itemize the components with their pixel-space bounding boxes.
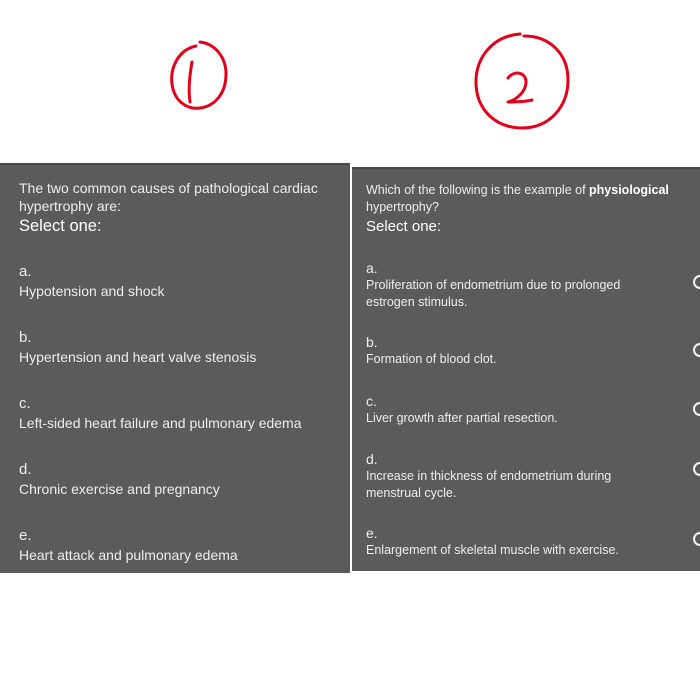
question-2-panel: [352, 167, 700, 571]
question-1-option-b[interactable]: [19, 328, 350, 367]
option-letter: d.: [366, 451, 378, 467]
option-letter: c.: [19, 395, 31, 412]
question-1-select-label: Select one:: [19, 217, 102, 235]
question-2-option-c[interactable]: [366, 392, 700, 427]
handwritten-annotations: [0, 0, 700, 160]
option-letter: a.: [366, 260, 378, 276]
option-text: Hypertension and heart valve stenosis: [19, 349, 257, 365]
radio-button-icon[interactable]: [693, 343, 700, 357]
question-1-option-d[interactable]: [19, 460, 350, 499]
question-2-text-after: hypertrophy?: [366, 200, 439, 214]
question-1-option-a[interactable]: [19, 262, 350, 301]
option-text: Hypotension and shock: [19, 283, 165, 299]
question-1-option-c[interactable]: [19, 394, 350, 433]
option-letter: c.: [366, 393, 377, 409]
option-text: Enlargement of skeletal muscle with exercise.: [366, 543, 619, 557]
question-2-text-before: Which of the following is the example of: [366, 183, 590, 197]
radio-button-icon[interactable]: [693, 402, 700, 416]
circled-number-2-mark: [476, 34, 568, 128]
radio-button-icon[interactable]: [693, 275, 700, 289]
option-text: Liver growth after partial resection.: [366, 411, 558, 425]
option-letter: a.: [19, 263, 32, 280]
option-letter: b.: [366, 334, 378, 350]
question-1-option-e[interactable]: [19, 526, 350, 565]
option-letter: d.: [19, 461, 32, 478]
option-letter: e.: [19, 527, 32, 544]
option-text: Increase in thickness of endometrium during menstrual cycle.: [366, 469, 612, 500]
option-text: Proliferation of endometrium due to prolonged estrogen stimulus.: [366, 278, 621, 309]
option-text: Chronic exercise and pregnancy: [19, 481, 220, 497]
option-text: Left-sided heart failure and pulmonary edema: [19, 415, 302, 431]
radio-button-icon[interactable]: [693, 532, 700, 546]
option-text: Heart attack and pulmonary edema: [19, 547, 238, 563]
question-2-option-e[interactable]: [366, 524, 700, 559]
question-2-option-d[interactable]: [366, 450, 700, 502]
question-2-select-label: Select one:: [366, 218, 442, 235]
radio-button-icon[interactable]: [693, 462, 700, 476]
circled-number-1-mark: [172, 42, 226, 108]
question-2-option-a[interactable]: [366, 259, 700, 311]
question-1-text: The two common causes of pathological cardiac hypertrophy are:: [19, 180, 318, 214]
question-1-panel: [0, 163, 350, 573]
option-text: Formation of blood clot.: [366, 352, 497, 366]
question-2-text: [366, 182, 700, 216]
question-2-text-bold: physiological: [589, 183, 669, 197]
question-2-option-b[interactable]: [366, 333, 700, 368]
option-letter: b.: [19, 329, 32, 346]
option-letter: e.: [366, 525, 378, 541]
